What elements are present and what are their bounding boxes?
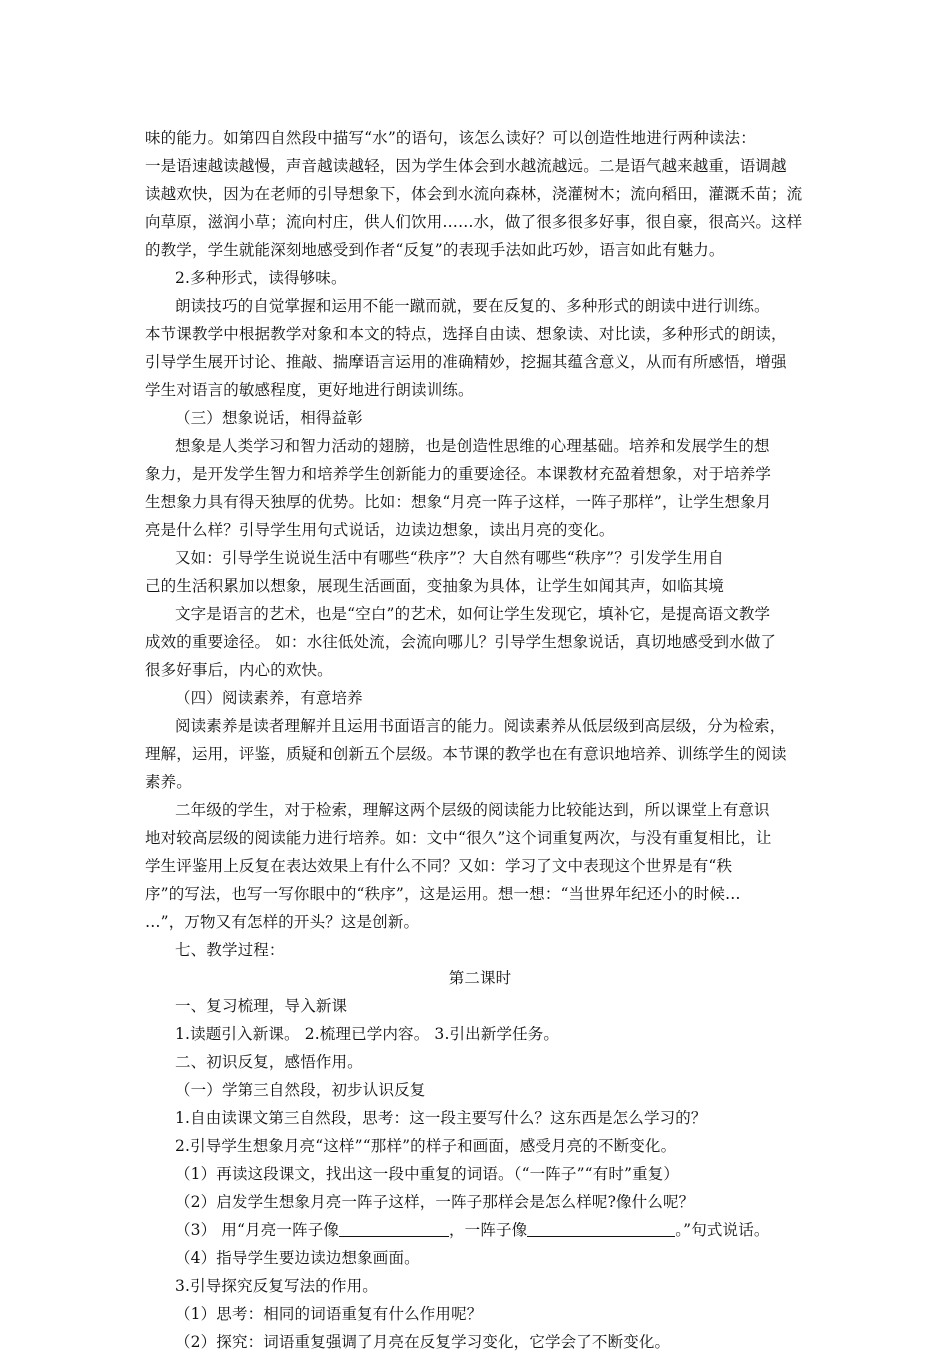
text-line: 读越欢快，因为在老师的引导想象下，体会到水流向森林，浇灌树木；流向稻田，灌溉禾苗；流 <box>145 185 803 203</box>
text-line: 又如：引导学生说说生活中有哪些“秩序”？大自然有哪些“秩序”？引发学生用自 <box>175 549 724 567</box>
text-line: （4）指导学生要边读边想象画面。 <box>175 1249 420 1267</box>
text-line: （1）再读这段课文，找出这一段中重复的词语。（“一阵子”“有时”重复） <box>175 1165 680 1183</box>
text-line: 亮是什么样？引导学生用句式说话，边读边想象，读出月亮的变化。 <box>145 521 615 539</box>
text-line: 3.引导探究反复写法的作用。 <box>175 1277 378 1295</box>
text-line: 1.读题引入新课。 2.梳理已学内容。 3.引出新学任务。 <box>175 1025 560 1043</box>
section-heading: （三）想象说话，相得益彰 <box>175 409 363 427</box>
step-heading: 二、初识反复，感悟作用。 <box>175 1053 363 1071</box>
text-line: （1）思考：相同的词语重复有什么作用呢？ <box>175 1305 483 1323</box>
blank-underline <box>339 1220 449 1237</box>
blank-underline <box>527 1220 675 1237</box>
fill-text: 用“月亮一阵子像 <box>221 1221 340 1239</box>
step-heading: （一）学第三自然段，初步认识反复 <box>175 1081 426 1099</box>
fill-number: （3） <box>175 1221 217 1239</box>
text-line: 学生对语言的敏感程度，更好地进行朗读训练。 <box>145 381 474 399</box>
text-line: 己的生活积累加以想象，展现生活画面，变抽象为具体，让学生如闻其声，如临其境 <box>145 577 725 595</box>
text-line: 本节课教学中根据教学对象和本文的特点，选择自由读、想象读、对比读，多种形式的朗读， <box>145 325 787 343</box>
text-line: 一是语速越读越慢，声音越读越轻，因为学生体会到水越流越远。二是语气越来越重，语调越 <box>145 157 787 175</box>
text-line: 味的能力。如第四自然段中描写“水”的语句，该怎么读好？可以创造性地进行两种读法： <box>145 129 756 147</box>
text-line: 学生评鉴用上反复在表达效果上有什么不同？又如：学习了文中表现这个世界是有“秩 <box>145 857 733 875</box>
text-line: 引导学生展开讨论、推敲、揣摩语言运用的准确精妙，挖掘其蕴含意义，从而有所感悟，增强 <box>145 353 787 371</box>
text-line: 2.引导学生想象月亮“这样”“那样”的样子和画面，感受月亮的不断变化。 <box>175 1137 677 1155</box>
text-line: 1.自由读课文第三自然段，思考：这一段主要写什么？这东西是怎么学习的？ <box>175 1109 707 1127</box>
text-line: （2）启发学生想象月亮一阵子这样，一阵子那样会是怎么样呢?像什么呢？ <box>175 1193 695 1211</box>
step-heading: 一、复习梳理，导入新课 <box>175 997 348 1015</box>
section-heading: 七、教学过程： <box>175 941 285 959</box>
text-line: 想象是人类学习和智力活动的翅膀，也是创造性思维的心理基础。培养和发展学生的想 <box>175 437 770 455</box>
fill-blank-line <box>175 1216 845 1244</box>
text-line: …”，万物又有怎样的开头？这是创新。 <box>145 913 420 931</box>
fill-text: 。”句式说话。 <box>675 1221 770 1239</box>
text-line: 向草原，滋润小草；流向村庄，供人们饮用……水，做了很多很多好事，很自豪，很高兴。这样 <box>145 213 803 231</box>
text-line: 生想象力具有得天独厚的优势。比如：想象“月亮一阵子这样，一阵子那样”，让学生想象月 <box>145 493 772 511</box>
text-line: （2）探究：词语重复强调了月亮在反复学习变化，它学会了不断变化。 <box>175 1333 671 1351</box>
text-line: 成效的重要途径。 如：水往低处流，会流向哪儿？引导学生想象说话，真切地感受到水做了 <box>145 633 777 651</box>
text-line: 地对较高层级的阅读能力进行培养。如：文中“很久”这个词重复两次，与没有重复相比，让 <box>145 829 772 847</box>
text-line: 阅读素养是读者理解并且运用书面语言的能力。阅读素养从低层级到高层级，分为检索， <box>175 717 786 735</box>
text-line: 文字是语言的艺术，也是“空白”的艺术，如何让学生发现它，填补它，是提高语文教学 <box>175 605 771 623</box>
section-heading: （四）阅读素养，有意培养 <box>175 689 363 707</box>
fill-text: ，一阵子像 <box>449 1221 528 1239</box>
text-line: 理解，运用，评鉴，质疑和创新五个层级。本节课的教学也在有意识地培养、训练学生的阅读 <box>145 745 787 763</box>
lesson-title: 第二课时 <box>448 969 512 987</box>
subheading: 2.多种形式，读得够味。 <box>175 269 347 287</box>
text-line: 朗读技巧的自觉掌握和运用不能一蹴而就，要在反复的、多种形式的朗读中进行训练。 <box>175 297 770 315</box>
text-line: 二年级的学生，对于检索，理解这两个层级的阅读能力比较能达到，所以课堂上有意识 <box>175 801 770 819</box>
text-line: 的教学，学生就能深刻地感受到作者“反复”的表现手法如此巧妙，语言如此有魅力。 <box>145 241 725 259</box>
text-line: 很多好事后，内心的欢快。 <box>145 661 333 679</box>
text-line: 象力，是开发学生智力和培养学生创新能力的重要途径。本课教材充盈着想象，对于培养学 <box>145 465 772 483</box>
text-line: 素养。 <box>145 773 192 791</box>
text-line: 序”的写法，也写一写你眼中的“秩序”，这是运用。想一想：“当世界年纪还小的时候… <box>145 885 741 903</box>
